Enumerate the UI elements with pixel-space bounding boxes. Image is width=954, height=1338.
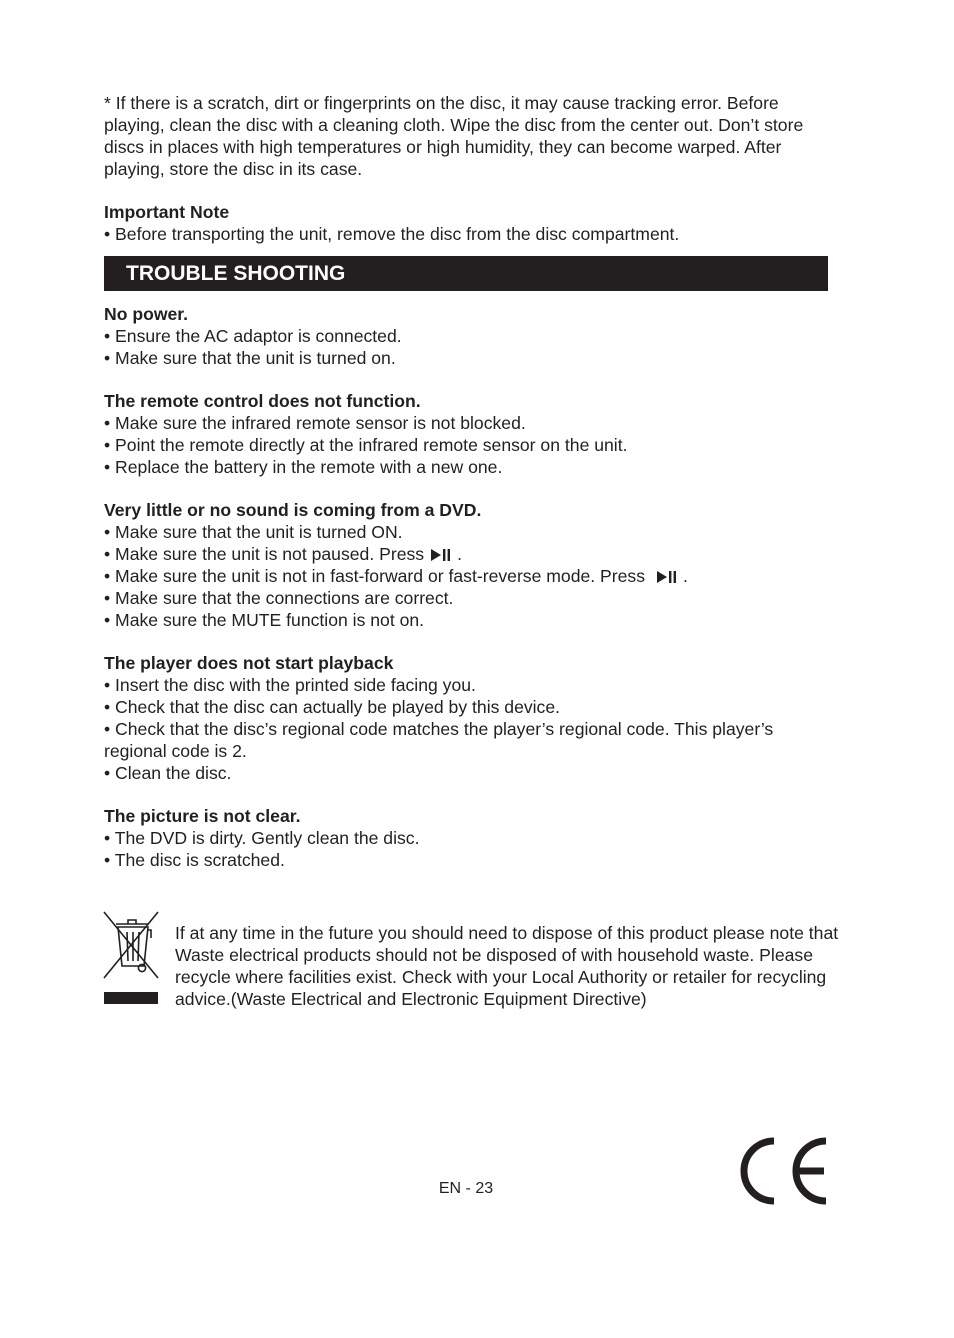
issue-heading-playback: The player does not start playback [104,653,394,673]
list-item: • Make sure that the unit is turned ON. [104,522,403,542]
list-item: • Replace the battery in the remote with a new one. [104,457,503,477]
list-item: • Check that the disc can actually be played by this device. [104,697,561,717]
list-item-text: • Make sure the unit is not in fast-forward or fast-reverse mode. Press [104,566,646,586]
list-item-with-icon [104,565,834,587]
list-item: • Insert the disc with the printed side facing you. [104,675,476,695]
list-item: • Make sure the infrared remote sensor is not blocked. [104,413,526,433]
list-item: • Point the remote directly at the infrared remote sensor on the unit. [104,435,628,455]
list-item-suffix: . [683,566,688,586]
important-note-text: • Before transporting the unit, remove the disc from the disc compartment. [104,224,680,244]
list-item: • Make sure the MUTE function is not on. [104,610,425,630]
page-number: EN - 23 [438,1180,494,1197]
list-item: • Check that the disc’s regional code matches the player’s regional code. This player’s regional code is 2. [104,719,774,761]
list-item: • Clean the disc. [104,763,232,783]
disc-care-paragraph: * If there is a scratch, dirt or fingerprints on the disc, it may cause tracking error. Before playing, clean the disc with a cleaning cloth. Wipe the disc from the center out. Don’t store discs in places with high temperatures or high humidity, they can become warped. After playing, store the disc in its case. [104,93,804,179]
ce-mark-icon [736,1134,832,1208]
play-pause-icon [656,570,678,584]
issue-heading-sound: Very little or no sound is coming from a DVD. [104,500,482,520]
issue-heading-no-power: No power. [104,304,189,324]
issue-heading-picture: The picture is not clear. [104,806,301,826]
weee-disposal-notice: If at any time in the future you should need to dispose of this product please note that Waste electrical products should not be disposed of with household waste. Please recycle where facilities exist. Check with your Local Authority or retailer for recycling advice.(Waste Electrical and Electronic Equipment Directive) [175,923,839,1009]
section-title-banner: TROUBLE SHOOTING [104,256,828,291]
list-item: • Ensure the AC adaptor is connected. [104,326,402,346]
list-item-suffix: . [457,544,462,564]
list-item-text: • Make sure the unit is not paused. Press [104,544,425,564]
issue-heading-remote: The remote control does not function. [104,391,421,411]
list-item: • The DVD is dirty. Gently clean the disc. [104,828,420,848]
manual-page-content [104,92,834,871]
crossed-out-wheelie-bin-icon [100,910,162,1006]
list-item: • Make sure that the unit is turned on. [104,348,396,368]
list-item-with-icon [104,543,834,565]
list-item: • Make sure that the connections are correct. [104,588,454,608]
play-pause-icon [430,548,452,562]
important-note-heading: Important Note [104,202,230,222]
list-item: • The disc is scratched. [104,850,285,870]
